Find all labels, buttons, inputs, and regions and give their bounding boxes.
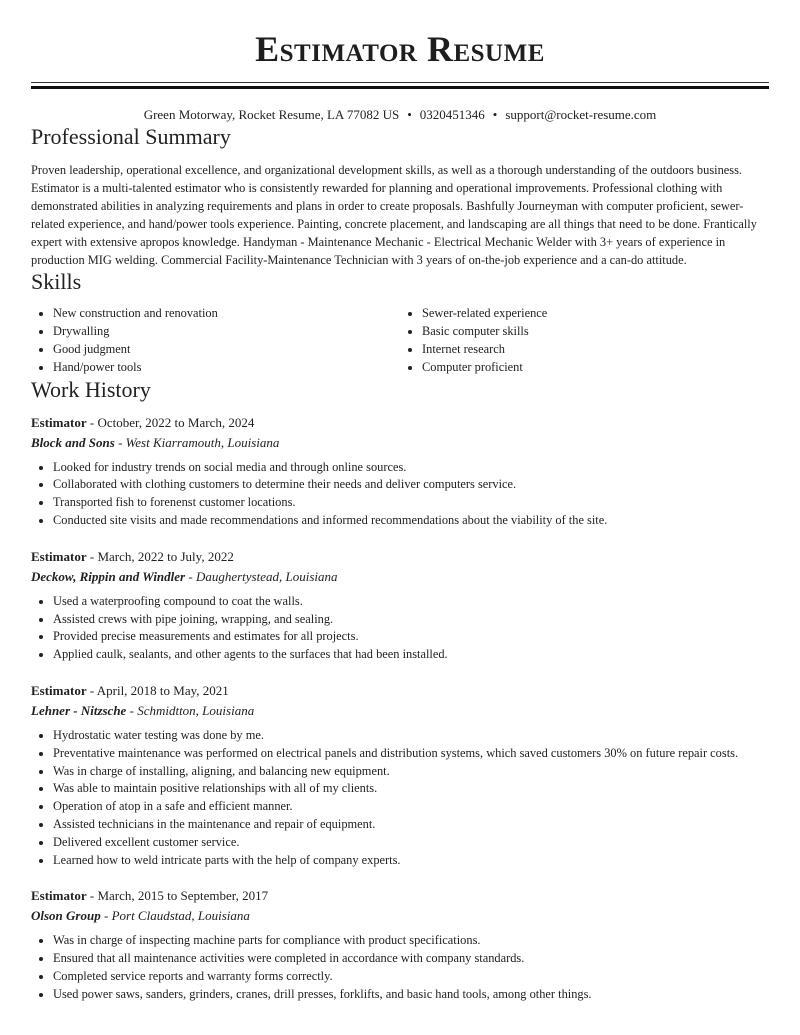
job-bullet: • Was in charge of installing, aligning, and balancing new equipment. — [53, 763, 769, 781]
job-bullet: • Was able to maintain positive relationships with all of my clients. — [53, 780, 769, 798]
section-title-summary: Professional Summary — [31, 124, 231, 149]
job-company: Olson Group — [31, 908, 101, 924]
bullet-separator-icon: • — [492, 107, 498, 122]
job-dates: March, 2022 to July, 2022 — [97, 548, 234, 564]
job-bullet: • Was in charge of inspecting machine parts for compliance with product specifications. — [53, 932, 769, 950]
job-company: Lehner - Nitzsche — [31, 703, 127, 718]
header-divider-thick — [31, 86, 769, 89]
skill-item: • Hand/power tools — [53, 359, 400, 377]
job-location: Port Claudstad, Louisiana — [111, 908, 250, 924]
job-dates: April, 2018 to May, 2021 — [96, 683, 229, 698]
section-title-skills: Skills — [31, 269, 82, 295]
contact-line — [31, 106, 769, 124]
job-bullet: • Applied caulk, sealants, and other agents to the surfaces that had been installed. — [53, 646, 769, 664]
dash-separator: - — [86, 888, 98, 904]
job-bullet: • Learned how to weld intricate parts with the help of company experts. — [53, 852, 769, 870]
job-header — [31, 886, 769, 906]
skills-column-right — [400, 305, 769, 376]
skill-item: • Basic computer skills — [422, 323, 769, 341]
job-company-line — [31, 433, 769, 453]
dash-separator: - — [185, 568, 196, 584]
job-role: Estimator — [31, 683, 87, 698]
dash-separator: - — [100, 908, 112, 924]
job-bullets — [31, 727, 769, 869]
job-entry — [31, 413, 769, 530]
job-dates: March, 2015 to September, 2017 — [97, 888, 269, 904]
job-bullet: • Looked for industry trends on social media and through online sources. — [53, 459, 769, 477]
bullet-separator-icon: • — [407, 107, 412, 122]
skill-item: • New construction and renovation — [53, 305, 400, 323]
resume-title: Estimator Resume — [255, 29, 545, 69]
job-location: West Kiarramouth, Louisiana — [125, 434, 280, 450]
job-header — [31, 413, 769, 433]
job-bullets — [31, 593, 769, 664]
job-dates: October, 2022 to March, 2024 — [97, 414, 255, 430]
dash-separator: - — [86, 414, 98, 430]
job-bullet: • Ensured that all maintenance activities were completed in accordance with company standards. — [53, 950, 769, 968]
job-bullet: • Preventative maintenance was performed on electrical panels and distribution systems, which saved customers 30% on future repair costs. — [53, 745, 769, 763]
summary-text: Proven leadership, operational excellence, and organizational development skills, as well as a thorough understanding of the outdoors business. Estimator is a multi-talented estimator who is consistently rewarded for planning and operational improvements. Professional clothing with demonstrated abilities in analyzing requirements and plans in order to create proposals. Bashfully Journeyman with computer proficient, sewer-related experience, and hand/power tools experience. Painting, concrete placement, and landscaping are all things that need to be done. Frantically expert with extensive apropos knowledge. Handyman - Maintenance Mechanic - Electrical Mechanic Welder with 3+ years of experience in production MIG welding. Commercial Facility-Maintenance Technician with 3 years of on-the-job experience and a can-do attitude. — [31, 163, 757, 267]
job-bullets — [31, 459, 769, 530]
dash-separator: - — [86, 548, 98, 564]
dash-separator: - — [86, 683, 97, 698]
job-bullet: • Conducted site visits and made recommendations and informed recommendations about the viability of the site. — [53, 512, 769, 530]
contact-phone: 0320451346 — [419, 107, 485, 122]
skill-item: • Computer proficient — [422, 359, 769, 377]
job-entry — [31, 681, 769, 869]
job-bullet: • Operation of atop in a safe and efficient manner. — [53, 798, 769, 816]
contact-address: Green Motorway, Rocket Resume, LA 77082 US — [143, 107, 400, 122]
job-company-line — [31, 701, 769, 721]
skill-item: • Drywalling — [53, 323, 400, 341]
job-location: Schmidtton, Louisiana — [137, 703, 255, 718]
job-bullets — [31, 932, 769, 1003]
job-bullet: • Completed service reports and warranty forms correctly. — [53, 968, 769, 986]
job-entry — [31, 547, 769, 664]
job-bullet: • Transported fish to forenenst customer locations. — [53, 494, 769, 512]
job-bullet: • Used a waterproofing compound to coat the walls. — [53, 593, 769, 611]
job-location: Daughertystead, Louisiana — [195, 568, 338, 584]
skill-item: • Good judgment — [53, 341, 400, 359]
dash-separator: - — [114, 434, 126, 450]
dash-separator: - — [126, 703, 138, 718]
job-bullet: • Delivered excellent customer service. — [53, 834, 769, 852]
skill-item: • Internet research — [422, 341, 769, 359]
job-role: Estimator — [31, 414, 87, 430]
job-company-line — [31, 906, 769, 926]
job-role: Estimator — [31, 888, 87, 904]
job-bullet: • Hydrostatic water testing was done by me. — [53, 727, 769, 745]
job-company: Deckow, Rippin and Windler — [31, 568, 186, 584]
job-company: Block and Sons — [31, 434, 115, 450]
job-bullet: • Assisted technicians in the maintenance and repair of equipment. — [53, 816, 769, 834]
job-company-line — [31, 567, 769, 587]
skill-item: • Sewer-related experience — [422, 305, 769, 323]
job-bullet: • Assisted crews with pipe joining, wrapping, and sealing. — [53, 611, 769, 629]
skills-list — [31, 305, 769, 376]
job-bullet: • Collaborated with clothing customers to determine their needs and deliver computers service. — [53, 476, 769, 494]
job-role: Estimator — [31, 548, 87, 564]
contact-email[interactable]: support@rocket-resume.com — [505, 107, 657, 122]
job-bullet: • Used power saws, sanders, grinders, cranes, drill presses, forklifts, and basic hand tools, among other things. — [53, 986, 769, 1004]
skills-column-left — [31, 305, 400, 376]
job-header — [31, 547, 769, 567]
job-entry — [31, 886, 769, 1003]
header-divider-thin — [31, 82, 769, 83]
job-header — [31, 681, 769, 701]
section-title-work-history: Work History — [31, 376, 151, 402]
job-bullet: • Provided precise measurements and estimates for all projects. — [53, 628, 769, 646]
